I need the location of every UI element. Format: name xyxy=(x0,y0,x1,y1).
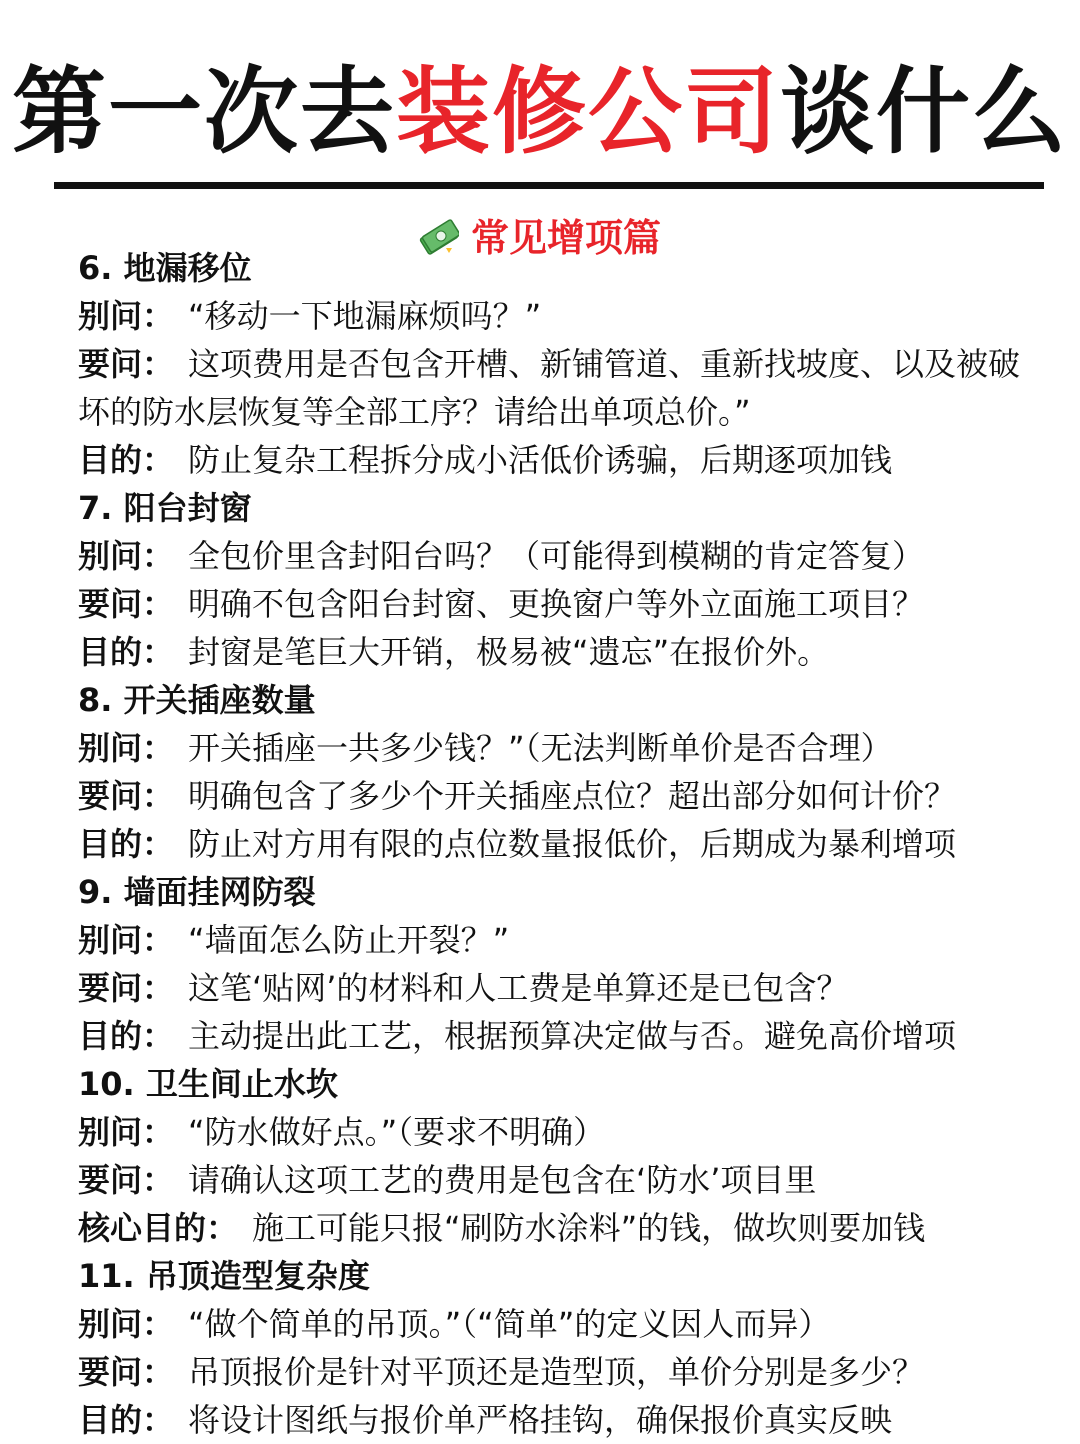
section-10 xyxy=(78,1060,1038,1252)
row-label: 要问： xyxy=(78,969,175,1007)
row-label: 要问： xyxy=(78,585,175,623)
row-label: 目的： xyxy=(78,1401,175,1439)
row-text: “墙面怎么防止开裂？” xyxy=(188,921,510,959)
section-heading: 9. 墙面挂网防裂 xyxy=(78,873,316,911)
row-label: 别问： xyxy=(78,297,175,335)
row-text: 防止复杂工程拆分成小活低价诱骗，后期逐项加钱 xyxy=(188,441,893,479)
row-text: 全包价里含封阳台吗？（可能得到模糊的肯定答复） xyxy=(188,537,925,575)
section-heading: 6. 地漏移位 xyxy=(78,249,252,287)
row-text: “移动一下地漏麻烦吗？” xyxy=(188,297,542,335)
row-label: 目的： xyxy=(78,1017,175,1055)
row-label: 别问： xyxy=(78,921,175,959)
row-label: 目的： xyxy=(78,441,175,479)
row-text: 开关插座一共多少钱？”（无法判断单价是否合理） xyxy=(188,729,893,767)
row-label: 别问： xyxy=(78,537,175,575)
row-text: 防止对方用有限的点位数量报低价，后期成为暴利增项 xyxy=(188,825,957,863)
row-label: 要问： xyxy=(78,345,175,383)
row-text: 吊顶报价是针对平顶还是造型顶，单价分别是多少？ xyxy=(188,1353,925,1391)
section-9 xyxy=(78,868,1038,1060)
title-divider xyxy=(54,182,1044,189)
section-7 xyxy=(78,484,1038,676)
row-label: 目的： xyxy=(78,633,175,671)
section-6 xyxy=(78,244,1038,484)
row-text: “防水做好点。”（要求不明确） xyxy=(188,1113,606,1151)
section-11 xyxy=(78,1252,1038,1444)
content xyxy=(78,244,1038,1444)
row-label: 核心目的： xyxy=(78,1209,239,1247)
row-label: 别问： xyxy=(78,1113,175,1151)
section-8 xyxy=(78,676,1038,868)
row-text: 封窗是笔巨大开销，极易被“遗忘”在报价外。 xyxy=(188,633,830,671)
page-title xyxy=(0,58,1080,168)
row-label: 要问： xyxy=(78,1161,175,1199)
section-heading: 8. 开关插座数量 xyxy=(78,681,316,719)
row-text: “做个简单的吊顶。”（“简单”的定义因人而异） xyxy=(188,1305,831,1343)
row-text: 施工可能只报“刷防水涂料”的钱，做坎则要加钱 xyxy=(252,1209,926,1247)
row-text: 明确包含了多少个开关插座点位？超出部分如何计价？ xyxy=(188,777,957,815)
title-part-2: 谈什么 xyxy=(780,58,1069,167)
row-label: 别问： xyxy=(78,1305,175,1343)
row-text: 这笔‘贴网’的材料和人工费是单算还是已包含？ xyxy=(188,969,849,1007)
row-label: 别问： xyxy=(78,729,175,767)
row-text: 明确不包含阳台封窗、更换窗户等外立面施工项目？ xyxy=(188,585,925,623)
row-label: 要问： xyxy=(78,777,175,815)
row-text: 主动提出此工艺，根据预算决定做与否。避免高价增项 xyxy=(188,1017,957,1055)
row-text: 将设计图纸与报价单严格挂钩，确保报价真实反映 xyxy=(188,1401,893,1439)
section-heading: 11. 吊顶造型复杂度 xyxy=(78,1257,370,1295)
section-heading: 10. 卫生间止水坎 xyxy=(78,1065,338,1103)
row-text: 这项费用是否包含开槽、新铺管道、重新找坡度、以及被破坏的防水层恢复等全部工序？请给出单项总价。” xyxy=(78,345,1021,431)
title-highlight: 装修公司 xyxy=(395,58,780,167)
row-label: 要问： xyxy=(78,1353,175,1391)
title-part-1: 第一次去 xyxy=(11,58,396,167)
row-label: 目的： xyxy=(78,825,175,863)
subtitle-text: 常见增项篇 xyxy=(470,216,661,260)
row-text: 请确认这项工艺的费用是包含在‘防水’项目里 xyxy=(188,1161,817,1199)
section-heading: 7. 阳台封窗 xyxy=(78,489,252,527)
